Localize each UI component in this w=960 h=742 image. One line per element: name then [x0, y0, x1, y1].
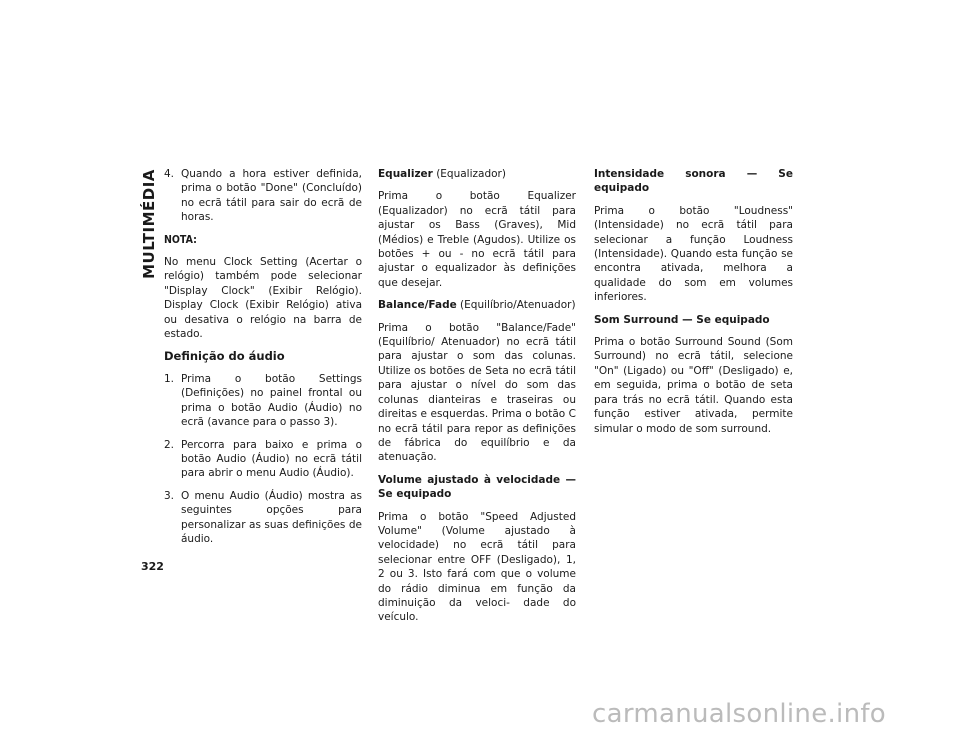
balance-title-bold: Balance/Fade: [378, 299, 457, 312]
note-text: No menu Clock Setting (Acertar o relógio) também pode selecionar "Display Clock" (Exibir Relógio). Display Clock (Exibir Relógio) ativa ou desativa o relógio na barra de estado.: [164, 256, 362, 341]
volume-text: Prima o botão "Speed Adjusted Volume" (Volume ajustado à velocidade) no ecrã tátil para selecionar entre OFF (Desligado), 1, 2 ou 3. Isto fará com que o volume do rádio diminua em função da diminuição da veloci- dade do veículo.: [378, 510, 576, 624]
equalizer-title-bold: Equalizer: [378, 168, 433, 180]
surround-text: Prima o botão Surround Sound (Som Surround) no ecrã tátil, selecione "On" (Ligado) ou "Off" (Desligado) e, em seguida, prima o botão de seta para trás no ecrã tátil. Quando esta função estiver ativada, permite simular o modo de som surround.: [594, 336, 793, 435]
section-heading: Definição do áudio: [164, 349, 285, 364]
step-text: Quando a hora estiver definida, prima o botão "Done" (Concluído) no ecrã tátil para sair do ecrã de horas.: [181, 168, 362, 224]
step-number: 3.: [164, 489, 175, 502]
step-text: Prima o botão Settings (Definições) no painel frontal ou prima o botão Audio (Áudio) no ecrã (avance para o passo 3).: [181, 372, 362, 429]
list-item-step-3: [164, 489, 362, 547]
step-number: 1.: [164, 372, 175, 385]
step-text: Percorra para baixo e prima o botão Audio (Áudio) no ecrã tátil para abrir o menu Audio (Áudio).: [181, 438, 362, 480]
section-tab: [136, 169, 162, 279]
step-number: 4.: [164, 168, 175, 180]
loudness-title: Intensidade sonora — Se equipado: [594, 168, 793, 195]
step-number: 2.: [164, 438, 175, 451]
step-text: O menu Audio (Áudio) mostra as seguintes opções para personalizar as suas definições de áudio.: [181, 489, 362, 545]
column-left: [164, 167, 362, 554]
column-right: [594, 167, 793, 444]
list-item-step-1: [164, 372, 362, 430]
column-middle: [378, 167, 576, 633]
list-item-step-4: [164, 167, 362, 225]
equalizer-text: Prima o botão Equalizer (Equalizador) no ecrã tátil para ajustar os Bass (Graves), Mid (Médios) e Treble (Agudos). Utilize os botões + ou - no ecrã tátil para ajustar o equalizador às definições que desejar.: [378, 190, 576, 289]
equalizer-title: [378, 167, 576, 181]
watermark: carmanualsonline.info: [592, 699, 887, 729]
volume-title: Volume ajustado à velocidade — Se equipado: [378, 473, 576, 501]
surround-title: Som Surround — Se equipado: [594, 313, 770, 326]
balance-title-sub: (Equilíbrio/Atenuador): [456, 299, 576, 312]
list-item-step-2: [164, 438, 362, 481]
note-label: NOTA:: [164, 233, 197, 246]
section-tab-label: MULTIMÉDIA: [140, 169, 158, 279]
page-number: 322: [141, 560, 164, 573]
balance-text: Prima o botão "Balance/Fade" (Equilíbrio/ Atenuador) no ecrã tátil para ajustar o som das colunas. Utilize os botões de Seta no ecrã tátil para ajustar o nível do som das colunas dianteiras e traseiras ou direitas e esquerdas. Prima o botão C no ecrã tátil para repor as definições de fábrica do equilíbrio e da atenuação.: [378, 321, 576, 464]
loudness-text: Prima o botão "Loudness" (Intensidade) no ecrã tátil para selecionar a função Loudness (Intensidade). Quando esta função se encontra ativada, melhora a qualidade do som em volumes inferiores.: [594, 204, 793, 304]
equalizer-title-sub: (Equalizador): [432, 168, 506, 180]
balance-title: [378, 298, 576, 312]
